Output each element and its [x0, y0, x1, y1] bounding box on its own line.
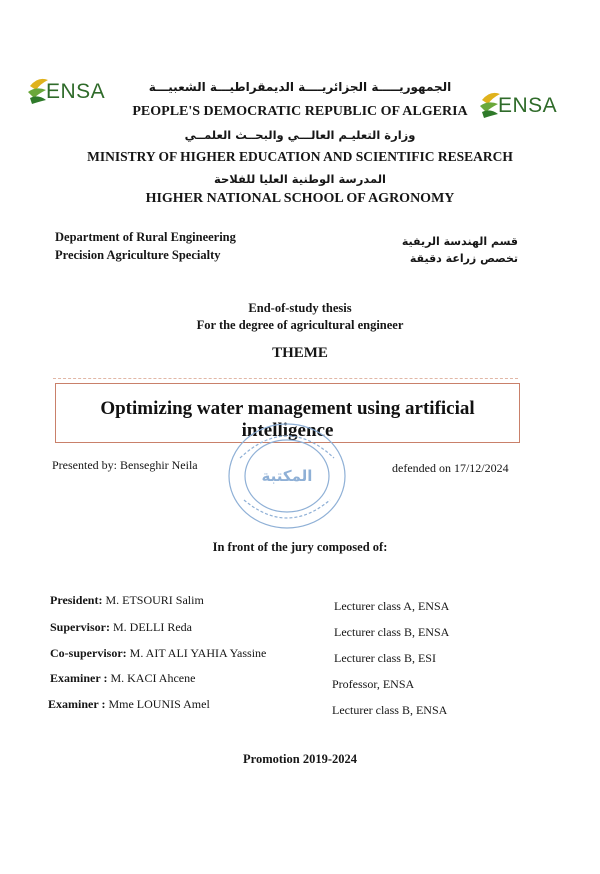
- jury-title: Lecturer class A, ENSA: [334, 599, 450, 613]
- jury-name: Mme LOUNIS Amel: [108, 697, 210, 711]
- thesis-degree: For the degree of agricultural engineer: [196, 318, 404, 332]
- arabic-ministry: وزارة التعليـم العالـــي والبحــث العلمــي: [184, 128, 416, 142]
- stamp-text: المكتبة: [261, 467, 313, 485]
- stamp-seal-icon: [222, 418, 352, 533]
- arabic-specialty: تخصص زراعة دقيقة: [409, 252, 518, 265]
- jury-role: Examiner :: [48, 697, 106, 711]
- jury-role: Examiner :: [50, 671, 108, 685]
- specialty-name: Precision Agriculture Specialty: [55, 248, 221, 262]
- jury-title: Lecturer class B, ENSA: [334, 625, 450, 639]
- jury-title: Professor, ENSA: [332, 677, 415, 691]
- promotion: Promotion 2019-2024: [243, 752, 357, 766]
- ministry-title: MINISTRY OF HIGHER EDUCATION AND SCIENTIFIC RESEARCH: [87, 149, 513, 164]
- thesis-type: End-of-study thesis: [248, 301, 352, 315]
- arabic-department: قسم الهندسة الريفية: [401, 235, 518, 248]
- jury-title: Lecturer class B, ESI: [334, 651, 436, 665]
- jury-name: M. ETSOURI Salim: [105, 593, 204, 607]
- jury-name: M. KACI Ahcene: [110, 671, 196, 685]
- republic-title: PEOPLE'S DEMOCRATIC REPUBLIC OF ALGERIA: [132, 104, 468, 119]
- jury-role: President:: [50, 593, 103, 607]
- thesis-title: Optimizing water management using artificial intelligence: [100, 398, 475, 441]
- jury-role: Supervisor:: [50, 620, 110, 634]
- arabic-school: المدرسة الوطنية العليا للفلاحة: [214, 172, 386, 186]
- school-title: HIGHER NATIONAL SCHOOL OF AGRONOMY: [145, 191, 455, 206]
- jury-row-co-supervisor: [50, 646, 266, 661]
- presented-by: Presented by: Benseghir Neila: [52, 458, 198, 472]
- jury-name: M. AIT ALI YAHIA Yassine: [129, 646, 267, 660]
- jury-row-president: [50, 593, 204, 608]
- jury-row-examiner-2: [48, 697, 210, 712]
- defense-date: defended on 17/12/2024: [392, 461, 509, 475]
- arabic-republic: الجمهوريـــــة الجزائريــــة الديمقراطيـــة الشعبيـــة: [148, 80, 452, 94]
- jury-name: M. DELLI Reda: [113, 620, 192, 634]
- jury-role: Co-supervisor:: [50, 646, 127, 660]
- jury-heading: In front of the jury composed of:: [212, 540, 388, 554]
- theme-label: THEME: [272, 345, 328, 361]
- jury-row-examiner-1: [50, 671, 195, 686]
- library-stamp: [222, 418, 352, 538]
- jury-title: Lecturer class B, ENSA: [332, 703, 448, 717]
- ensa-logo-right: ENSA: [478, 90, 558, 124]
- jury-row-supervisor: [50, 620, 192, 635]
- department-name: Department of Rural Engineering: [55, 230, 236, 244]
- ensa-logo-left: ENSA: [26, 76, 106, 110]
